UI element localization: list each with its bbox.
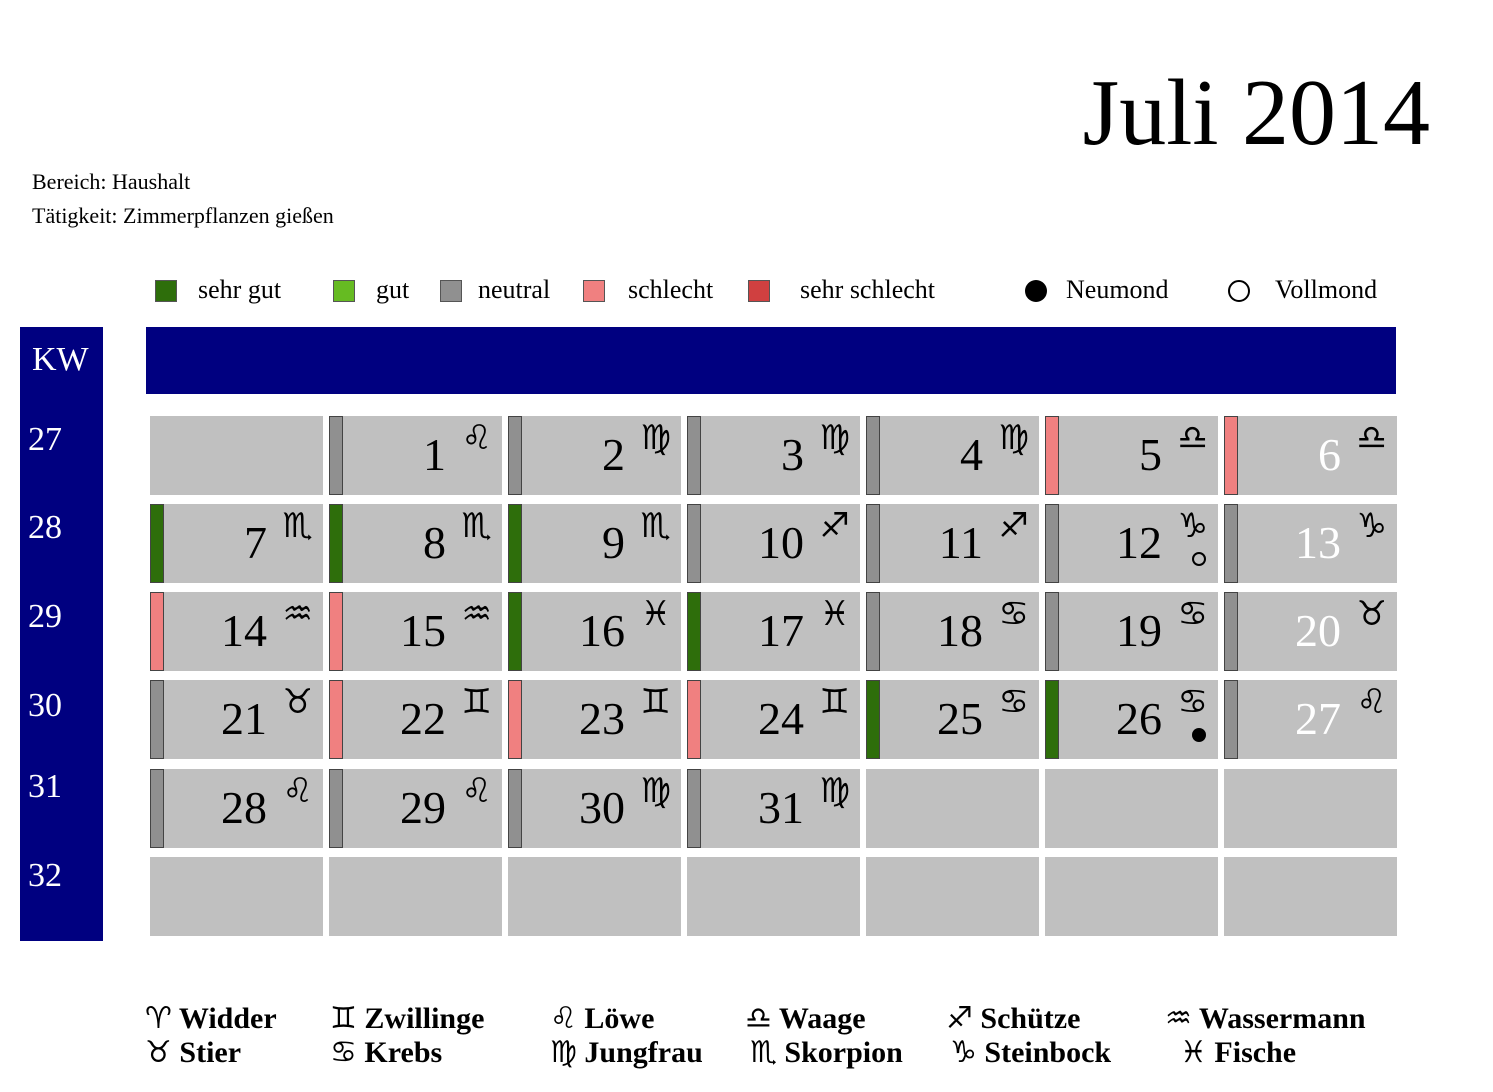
rating-bar [508,769,522,848]
zodiac-sign-icon: ♍ [640,418,671,458]
rating-bar [1224,680,1238,759]
zodiac-sign-icon: ♑ [1356,506,1387,546]
zodiac-sign-icon: ♓ [640,594,671,634]
zodiac-sign-icon: ♒ [461,594,492,634]
day-number: 22 [400,693,446,744]
weekday-header [146,327,1396,394]
sehr-gut-swatch [155,280,177,302]
day-cell [508,680,681,759]
empty-cell [508,857,681,936]
kw-header: KW [32,341,89,378]
day-number: 11 [938,517,983,568]
day-cell [150,592,323,671]
zodiac-glyph-icon: ♈ [145,1001,172,1036]
day-cell [508,504,681,583]
rating-bar [1045,504,1059,583]
day-cell [1045,680,1218,759]
day-number: 14 [221,605,267,656]
empty-cell [150,416,323,495]
rating-bar [866,504,880,583]
rating-bar [687,769,701,848]
day-cell [150,680,323,759]
zodiac-name: Skorpion [784,1036,903,1069]
zodiac-name: Zwillinge [364,1002,485,1035]
day-cell [1045,416,1218,495]
schlecht-label: schlecht [628,275,714,304]
zodiac-legend-item [550,1036,703,1070]
zodiac-legend-item [550,1002,654,1036]
day-cell [508,592,681,671]
day-number: 12 [1116,517,1162,568]
day-number: 20 [1295,605,1341,656]
neumond-label: Neumond [1066,275,1169,304]
zodiac-sign-icon: ♊ [640,682,671,722]
day-cell [687,769,860,848]
rating-bar [1224,504,1238,583]
day-number: 7 [244,517,267,568]
zodiac-legend-item [950,1036,1111,1070]
zodiac-glyph-icon: ♍ [550,1035,577,1070]
week-number: 30 [28,687,62,724]
zodiac-sign-icon: ♏ [461,506,492,546]
rating-bar [866,416,880,495]
empty-cell [866,857,1039,936]
rating-bar [687,592,701,671]
rating-bar [687,504,701,583]
day-number: 31 [758,782,804,833]
day-number: 1 [423,429,446,480]
zodiac-name: Schütze [980,1002,1081,1035]
zodiac-sign-icon: ♍ [819,418,850,458]
rating-bar [1224,416,1238,495]
zodiac-sign-icon: ♊ [819,682,850,722]
day-number: 26 [1116,693,1162,744]
day-number: 17 [758,605,804,656]
weekday-label: Montag [183,15,290,52]
zodiac-sign-icon: ♉ [1356,594,1387,634]
day-cell [687,680,860,759]
empty-cell [1045,857,1218,936]
zodiac-glyph-icon: ♊ [330,1001,357,1036]
weekday-label: Donnerstag [695,15,852,52]
zodiac-sign-icon: ♍ [998,418,1029,458]
week-number: 29 [28,598,62,635]
zodiac-legend-item [1180,1036,1296,1070]
day-cell [866,592,1039,671]
day-number: 9 [602,517,625,568]
day-cell [329,416,502,495]
weekday-label: Sonntag [1254,15,1367,52]
day-cell [508,769,681,848]
day-cell [687,416,860,495]
day-cell [1224,592,1397,671]
empty-cell [866,769,1039,848]
zodiac-sign-icon: ♍ [640,771,671,811]
sehr-gut-label: sehr gut [198,275,282,304]
rating-bar [508,592,522,671]
day-number: 13 [1295,517,1341,568]
zodiac-sign-icon: ♐ [998,506,1029,546]
rating-bar [150,504,164,583]
zodiac-sign-icon: ♌ [1356,682,1387,722]
day-cell [1224,504,1397,583]
day-number: 2 [602,429,625,480]
day-number: 30 [579,782,625,833]
day-number: 18 [937,605,983,656]
rating-bar [687,416,701,495]
zodiac-sign-icon: ♏ [640,506,671,546]
empty-cell [329,857,502,936]
rating-bar [150,592,164,671]
zodiac-name: Wassermann [1198,1002,1366,1035]
zodiac-sign-icon: ♉ [282,682,313,722]
vollmond-icon [1228,280,1250,302]
day-number: 4 [960,429,983,480]
rating-bar [1045,680,1059,759]
zodiac-sign-icon: ♌ [282,771,313,811]
zodiac-glyph-icon: ♏ [750,1035,777,1070]
day-cell [687,504,860,583]
zodiac-sign-icon: ♎ [1356,418,1387,458]
zodiac-sign-icon: ♒ [282,594,313,634]
bereich-label: Bereich: Haushalt [32,169,191,194]
neutral-label: neutral [478,275,551,304]
rating-bar [1045,592,1059,671]
rating-bar [150,680,164,759]
day-number: 24 [758,693,804,744]
rating-bar [866,680,880,759]
rating-bar [329,504,343,583]
day-cell [150,769,323,848]
empty-cell [1224,857,1397,936]
page-title: Juli 2014 [1082,61,1430,165]
weekday-label: Freitag [904,15,1001,52]
zodiac-sign-icon: ♊ [461,682,492,722]
week-number: 31 [28,768,62,805]
rating-bar [687,680,701,759]
rating-bar [866,592,880,671]
day-number: 27 [1295,693,1341,744]
gut-label: gut [376,275,410,304]
zodiac-legend-item [145,1036,241,1070]
zodiac-sign-icon: ♑ [1177,506,1208,546]
empty-cell [687,857,860,936]
day-number: 8 [423,517,446,568]
week-number: 32 [28,857,62,894]
week-number: 27 [28,421,62,458]
day-number: 19 [1116,605,1162,656]
day-number: 23 [579,693,625,744]
day-number: 29 [400,782,446,833]
taetigkeit-label: Tätigkeit: Zimmerpflanzen gießen [32,203,334,228]
empty-cell [150,857,323,936]
zodiac-sign-icon: ♐ [819,506,850,546]
day-cell [150,504,323,583]
day-cell [329,504,502,583]
zodiac-name: Steinbock [984,1036,1112,1069]
rating-bar [329,592,343,671]
vollmond-icon [1192,552,1206,566]
day-cell [1045,592,1218,671]
zodiac-name: Fische [1214,1036,1297,1069]
neutral-swatch [440,280,462,302]
zodiac-name: Stier [179,1036,242,1069]
zodiac-sign-icon: ♏ [282,506,313,546]
zodiac-sign-icon: ♎ [1177,418,1208,458]
rating-bar [1045,416,1059,495]
day-cell [866,680,1039,759]
rating-bar [329,416,343,495]
rating-legend [0,272,1493,308]
rating-bar [329,680,343,759]
zodiac-legend-item [330,1036,442,1070]
neumond-icon [1192,728,1206,742]
schlecht-swatch [583,280,605,302]
zodiac-glyph-icon: ♑ [950,1035,977,1070]
day-cell [866,504,1039,583]
zodiac-glyph-icon: ♓ [1180,1035,1207,1070]
day-number: 28 [221,782,267,833]
zodiac-glyph-icon: ♎ [745,1001,772,1036]
rating-bar [508,680,522,759]
vollmond-label: Vollmond [1275,275,1378,304]
day-cell [329,592,502,671]
zodiac-sign-icon: ♌ [461,771,492,811]
day-cell [508,416,681,495]
rating-bar [329,769,343,848]
zodiac-legend-item [946,1002,1080,1036]
zodiac-sign-icon: ♋ [998,594,1029,634]
zodiac-name: Widder [178,1002,277,1035]
day-cell [687,592,860,671]
zodiac-sign-icon: ♓ [819,594,850,634]
week-number: 28 [28,509,62,546]
zodiac-name: Löwe [584,1002,655,1035]
zodiac-sign-icon: ♋ [1177,682,1208,722]
zodiac-name: Waage [778,1002,866,1035]
day-number: 16 [579,605,625,656]
zodiac-glyph-icon: ♉ [145,1035,172,1070]
day-cell [329,680,502,759]
zodiac-sign-icon: ♌ [461,418,492,458]
weekday-label: Samstag [1073,15,1190,52]
day-number: 10 [758,517,804,568]
rating-bar [150,769,164,848]
zodiac-sign-icon: ♋ [998,682,1029,722]
day-number: 15 [400,605,446,656]
day-cell [1224,680,1397,759]
zodiac-legend-item [145,1002,277,1036]
empty-cell [1224,769,1397,848]
gut-swatch [333,280,355,302]
empty-cell [1045,769,1218,848]
day-cell [1045,504,1218,583]
zodiac-legend-item [750,1036,903,1070]
zodiac-sign-icon: ♋ [1177,594,1208,634]
zodiac-sign-icon: ♍ [819,771,850,811]
zodiac-legend-item [330,1002,484,1036]
rating-bar [508,504,522,583]
day-cell [1224,416,1397,495]
day-cell [866,416,1039,495]
day-number: 5 [1139,429,1162,480]
rating-bar [1224,592,1238,671]
zodiac-glyph-icon: ♐ [946,1001,973,1036]
zodiac-legend-item [1165,1002,1366,1036]
day-number: 3 [781,429,804,480]
day-number: 6 [1318,429,1341,480]
zodiac-name: Krebs [364,1036,443,1069]
day-number: 21 [221,693,267,744]
weekday-label: Dienstag [355,15,476,52]
neumond-icon [1025,280,1047,302]
day-cell [329,769,502,848]
weekday-label: Mittwoch [528,15,661,52]
day-number: 25 [937,693,983,744]
zodiac-glyph-icon: ♋ [330,1035,357,1070]
zodiac-name: Jungfrau [584,1036,703,1069]
rating-bar [508,416,522,495]
zodiac-glyph-icon: ♌ [550,1001,577,1036]
sehr-schlecht-swatch [748,280,770,302]
sehr-schlecht-label: sehr schlecht [800,275,936,304]
zodiac-legend-item [745,1002,866,1036]
zodiac-glyph-icon: ♒ [1165,1001,1192,1036]
